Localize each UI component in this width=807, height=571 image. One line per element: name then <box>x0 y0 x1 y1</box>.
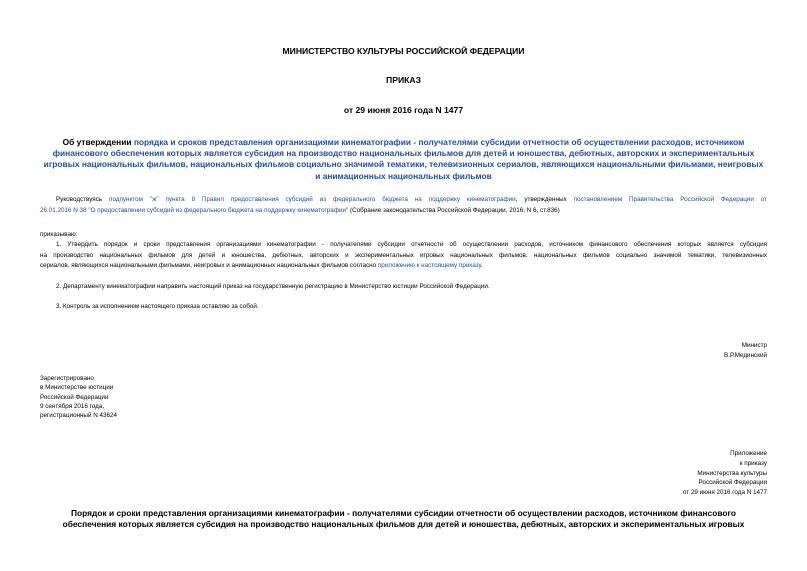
signature-position: Министр <box>741 342 767 349</box>
item1-line-2: на производство национальных фильмов для детей и юношества, дебютных, авторских и экспериментальных игровых национальных фильмов, национальных фильмов социально значимой тематики, телевизионных <box>40 251 767 259</box>
appendix-title <box>40 508 767 530</box>
appendix-line-1: Приложение <box>730 450 767 457</box>
signature-block <box>724 341 767 361</box>
registration-line-3: Российской Федерации <box>40 393 109 401</box>
preamble-text-3: (Собрание законодательства Российской Федерации, 2016, N 6, ст.836) <box>348 206 560 214</box>
appendix-title-line-1: Порядок и сроки представления организациями кинематографии - получателями субсидии отчетности об осуществлении расходов, источником финансового <box>71 508 736 518</box>
appendix-line-2: к приказу <box>739 459 767 467</box>
item1-end: . <box>481 262 483 269</box>
registration-line-5: регистрационный N 43624 <box>40 412 118 420</box>
document-type: ПРИКАЗ <box>386 75 421 85</box>
government-decree-link-part2[interactable]: 26.01.2016 N 38 "О предоставлении субсидий из федерального бюджета на поддержку кинематографии" <box>40 206 349 214</box>
appendix-line-4: Российской Федерации <box>698 479 767 487</box>
document-date-number: от 29 июня 2016 года N 1477 <box>343 105 464 115</box>
signature-name: В.Р.Мединский <box>724 351 767 359</box>
order-item-3: 3. Контроль за исполнением настоящего приказа оставляю за собой. <box>56 303 259 310</box>
appendix-title-line-2: обеспечения которых является субсидия на производство национальных фильмов для детей и юношества, дебютных, авторских и экспериментальных игровых <box>62 519 745 530</box>
ministry-heading: МИНИСТЕРСТВО КУЛЬТУРЫ РОССИЙСКОЙ ФЕДЕРАЦИИ <box>282 46 525 56</box>
registration-block <box>40 374 117 420</box>
appendix-link[interactable]: приложению к настоящему приказу <box>377 262 482 269</box>
order-item-1 <box>40 240 767 272</box>
appendix-block <box>683 449 767 498</box>
government-decree-link-part1[interactable]: постановлением Правительства Российской Федерации от <box>573 196 767 203</box>
order-word: приказываю: <box>40 231 78 238</box>
registration-line-4: 9 сентября 2016 года, <box>40 402 105 410</box>
preamble <box>40 195 767 216</box>
preamble-line-1 <box>40 195 767 206</box>
order-item-2: 2. Департаменту кинематографии направить настоящий приказ на государственную регистрацию в Министерство юстиции Российской Федерации. <box>56 283 490 290</box>
preamble-line-2 <box>40 206 767 217</box>
order-title-link[interactable]: порядка и сроков представления организациями кинематографии - получателями субсидии отчетности об осуществлении расходов, источником финансового обеспечения которых является субсидия на производство национальных фильмов для детей и юношества, дебютных, авторских и экспериментальных игровых национальных фильмов, национальных фильмов социально значимой тематики, телевизионных сериалов, являющихся национальными фильмами, неигровых и анимационных национальных фильмов <box>43 137 764 181</box>
item1-line-3 <box>40 261 767 272</box>
legal-rules-link[interactable]: подпунктом "ж" пункта 8 Правил предоставления субсидий из федерального бюджета на поддержку кинематографии <box>109 196 516 203</box>
appendix-line-5: от 29 июня 2016 года N 1477 <box>682 489 767 497</box>
item1-line-1: 1. Утвердить порядок и сроки представления организациями кинематографии - получателями субсидии отчетности об осуществлении расходов, источником финансового обеспечения которых является субсидия <box>56 241 767 248</box>
registration-line-2: в Министерстве юстиции <box>40 384 114 392</box>
registration-line-1: Зарегистрировано <box>40 375 94 382</box>
preamble-text-2: , утвержденных <box>515 196 574 203</box>
appendix-line-3: Министерства культуры <box>697 469 767 477</box>
order-title-prefix: Об утверждении <box>62 137 134 147</box>
item1-text-3: сериалов, являющихся национальными фильмами, неигровых и анимационных национальных фильмов согласно <box>40 262 378 269</box>
preamble-text-1: Руководствуясь <box>56 196 110 203</box>
order-title <box>40 137 767 182</box>
